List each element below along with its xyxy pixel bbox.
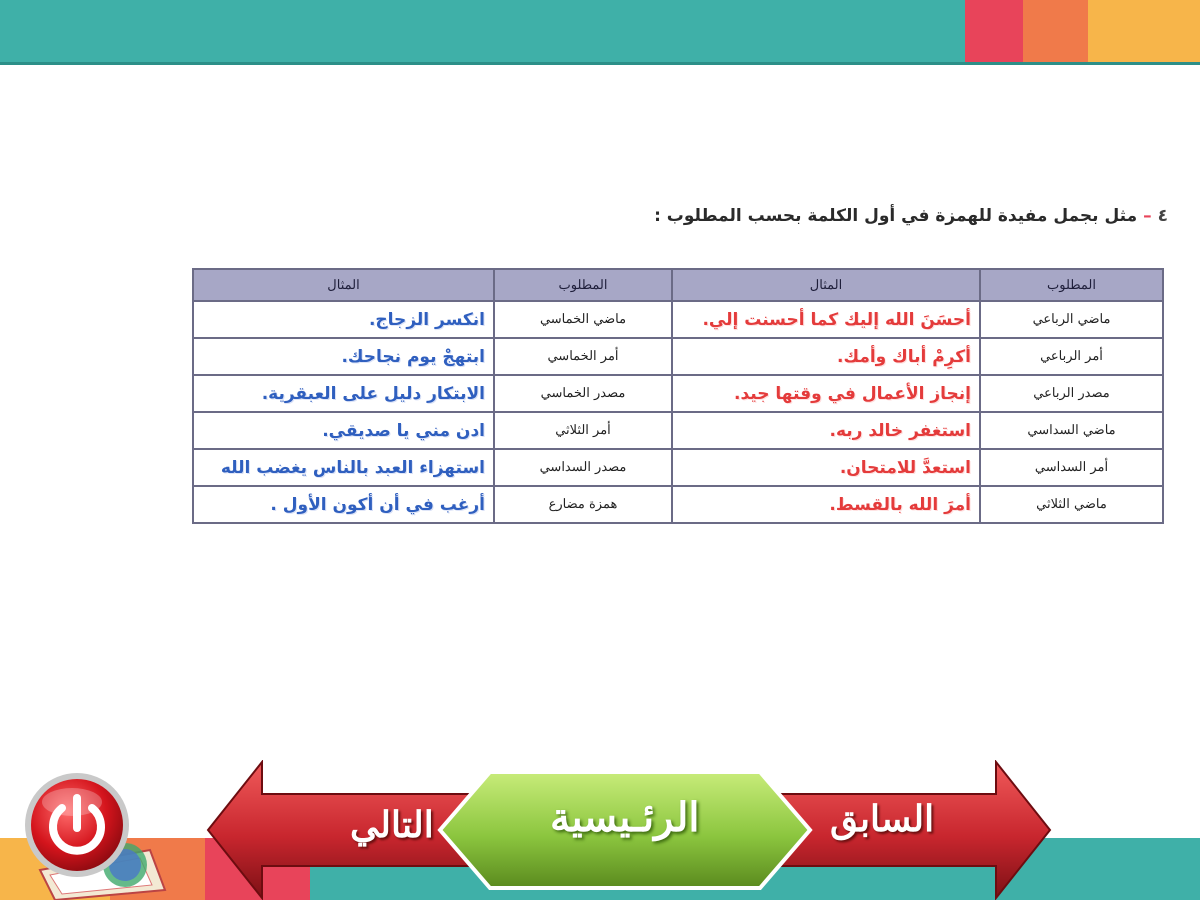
cell-required: أمر الخماسي bbox=[494, 338, 672, 375]
cell-required: ماضي الثلاثي bbox=[980, 486, 1163, 523]
exercise-dash: – bbox=[1143, 206, 1152, 226]
cell-required: همزة مضارع bbox=[494, 486, 672, 523]
next-button-label: التالي bbox=[350, 804, 434, 846]
table-row bbox=[193, 412, 1163, 449]
table-row bbox=[193, 375, 1163, 412]
home-button-label: الرئـيسية bbox=[550, 794, 700, 841]
exercise-number: ٤ bbox=[1157, 206, 1168, 226]
top-band-teal bbox=[0, 0, 965, 62]
header-required-2: المطلوب bbox=[494, 269, 672, 301]
exercise-text: مثل بجمل مفيدة للهمزة في أول الكلمة بحسب المطلوب : bbox=[654, 206, 1138, 226]
previous-button-label: السابق bbox=[830, 798, 935, 840]
cell-required: ماضي الرباعي bbox=[980, 301, 1163, 338]
cell-example: ادن مني يا صديقي. bbox=[193, 412, 494, 449]
cell-example: استغفر خالد ربه. bbox=[672, 412, 980, 449]
header-required-1: المطلوب bbox=[980, 269, 1163, 301]
home-button[interactable] bbox=[450, 772, 800, 888]
header-example-1: المثال bbox=[672, 269, 980, 301]
cell-required: مصدر السداسي bbox=[494, 449, 672, 486]
cell-required: أمر الثلاثي bbox=[494, 412, 672, 449]
top-band-yellow bbox=[1088, 0, 1200, 62]
cell-example: أمرَ الله بالقسط. bbox=[672, 486, 980, 523]
top-band-red bbox=[965, 0, 1023, 62]
cell-example: أحسَنَ الله إليك كما أحسنت إلي. bbox=[672, 301, 980, 338]
cell-example: انكسر الزجاج. bbox=[193, 301, 494, 338]
cell-example: ابتهجْ يوم نجاحك. bbox=[193, 338, 494, 375]
table-row bbox=[193, 486, 1163, 523]
cell-required: أمر الرباعي bbox=[980, 338, 1163, 375]
cell-required: ماضي الخماسي bbox=[494, 301, 672, 338]
navigation-bar bbox=[200, 760, 1060, 900]
previous-button[interactable] bbox=[800, 780, 1050, 880]
cell-example: الابتكار دليل على العبقرية. bbox=[193, 375, 494, 412]
cell-example: استعدَّ للامتحان. bbox=[672, 449, 980, 486]
exercise-instruction bbox=[448, 206, 1168, 226]
cell-example: إنجاز الأعمال في وقتها جيد. bbox=[672, 375, 980, 412]
cell-example: أرغب في أن أكون الأول . bbox=[193, 486, 494, 523]
cell-required: مصدر الخماسي bbox=[494, 375, 672, 412]
top-band-orange bbox=[1023, 0, 1088, 62]
header-example-2: المثال bbox=[193, 269, 494, 301]
table-row bbox=[193, 449, 1163, 486]
cell-example: أكرِمْ أباك وأمك. bbox=[672, 338, 980, 375]
next-button[interactable] bbox=[208, 780, 440, 880]
top-decorative-band bbox=[0, 0, 1200, 62]
cell-example: استهزاء العبد بالناس يغضب الله bbox=[193, 449, 494, 486]
cell-required: ماضي السداسي bbox=[980, 412, 1163, 449]
cell-required: أمر السداسي bbox=[980, 449, 1163, 486]
cell-required: مصدر الرباعي bbox=[980, 375, 1163, 412]
examples-table bbox=[192, 268, 1164, 524]
power-button[interactable] bbox=[22, 770, 132, 880]
top-band-underline bbox=[0, 62, 1200, 65]
table-row bbox=[193, 301, 1163, 338]
table-header-row bbox=[193, 269, 1163, 301]
table-row bbox=[193, 338, 1163, 375]
